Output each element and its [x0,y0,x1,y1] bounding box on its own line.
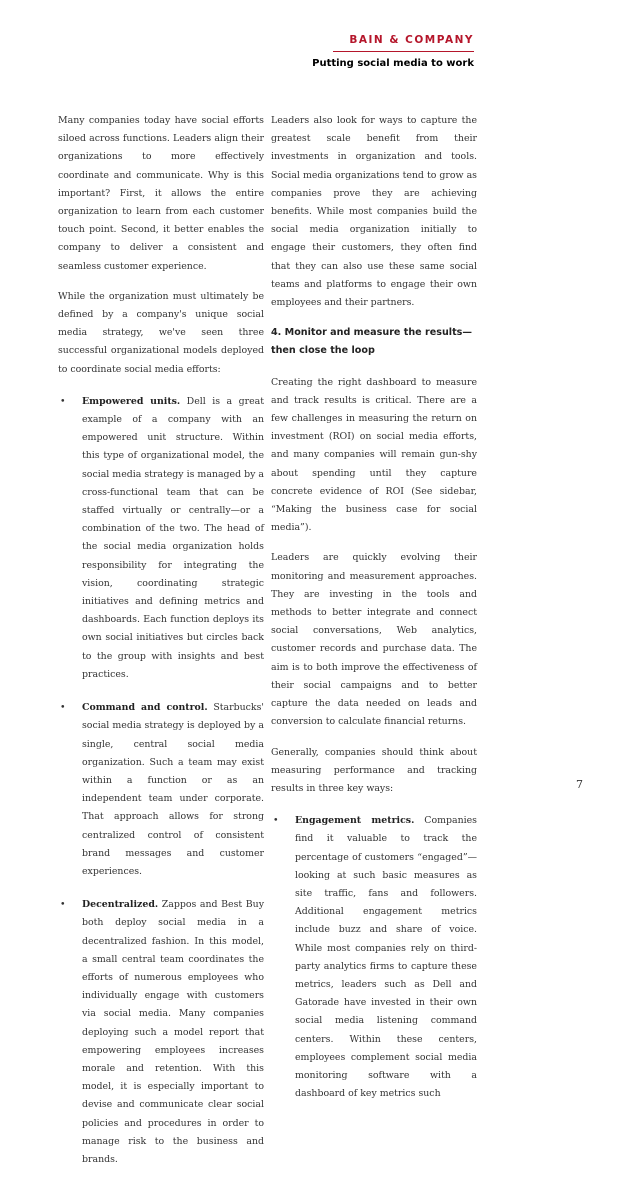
list-item-heading: Empowered units. [82,395,181,407]
list-item-text: Companies find it valuable to track the percentage of customers “engaged”—looking at such basic measures as site traffic, fans and followers. Additional engagement metrics include buzz and share of voice. While most companies rely on third-party analytics firms to capture these metrics, leaders such as Dell and Gatorade have invested in their own social media listening command centers. Within these centers, employees complement social media monitoring software with a dashboard of key metrics such [295,815,477,1100]
list-item [58,896,264,1169]
document-subtitle: Putting social media to work [312,58,474,69]
paragraph: While the organization must ultimately be defined by a company's unique social media strategy, we've seen three successful organizational models deployed to coordinate social media efforts: [58,290,264,375]
paragraph: Leaders also look for ways to capture the greatest scale benefit from their investments in organization and tools. Social media organizations tend to grow as companies prove they are achieving benefits. While most companies build the social media organization initially to engage their customers, they often find that they can also use these same social teams and platforms to engage their own employees and their partners. [271,115,477,309]
list-item [271,812,477,1103]
left-column [58,112,264,1184]
list-item-heading: Decentralized. [82,899,159,911]
list-item-text: Dell is a great example of a company with an empowered unit structure. Within this type of organizational model, the social media strategy is managed by a cross-functional team that can be staffed virtually or centrally—or a combination of the two. The head of the social media organization holds responsibility for integrating the vision, coordinating strategic initiatives and defining metrics and dashboards. Each function deploys its own social initiatives but circles back to the group with insights and best practices. [82,395,264,680]
paragraph: Creating the right dashboard to measure and track results is critical. There are a few challenges in measuring the return on investment (ROI) on social media efforts, and many companies will remain gun-shy about spending until they capture concrete evidence of ROI (See sidebar, “Making the business case for social media”). [271,376,477,534]
bullet-icon: • [273,815,279,827]
list-item [58,393,264,684]
bullet-icon: • [60,899,66,911]
paragraph: Leaders are quickly evolving their monitoring and measurement approaches. They are investing in the tools and methods to better integrate and connect social conversations, Web analytics, customer records and purchase data. The aim is to both improve the effectiveness of their social campaigns and to better capture the data needed on leads and conversion to calculate financial returns. [271,552,477,728]
bullet-icon: • [60,395,66,407]
list-item [58,699,264,881]
list-item-heading: Engagement metrics. [295,815,415,827]
bullet-icon: • [60,702,66,714]
page-number: 7 [576,778,583,791]
right-column [271,112,477,1118]
header-divider [333,51,474,52]
list-item-text: Zappos and Best Buy both deploy social media in a decentralized fashion. In this model, a small central team coordinates the efforts of numerous employees who individually engage with customers via social media. Many companies deploying such a model report that empowering employees increases morale and retention. With this model, it is especially important to devise and communicate clear social policies and procedures in order to manage risk to the business and brands. [82,899,264,1165]
paragraph: Many companies today have social efforts siloed across functions. Leaders align their organizations to more effectively coordinate and communicate. Why is this important? First, it allows the entire organization to learn from each customer touch point. Second, it better enables the company to deliver a consistent and seamless customer experience. [58,115,264,272]
paragraph: Generally, companies should think about measuring performance and tracking results in three key ways: [271,746,477,794]
list-item-heading: Command and control. [82,702,208,714]
section-heading: 4. Monitor and measure the results—then close the loop [271,327,472,357]
brand-name: BAIN & COMPANY [349,34,474,46]
list-item-text: Starbucks' social media strategy is deployed by a single, central social media organization. Such a team may exist within a function or as an independent team under corporate. That approach allows for strong centralized control of consistent brand messages and customer experiences. [82,702,264,877]
